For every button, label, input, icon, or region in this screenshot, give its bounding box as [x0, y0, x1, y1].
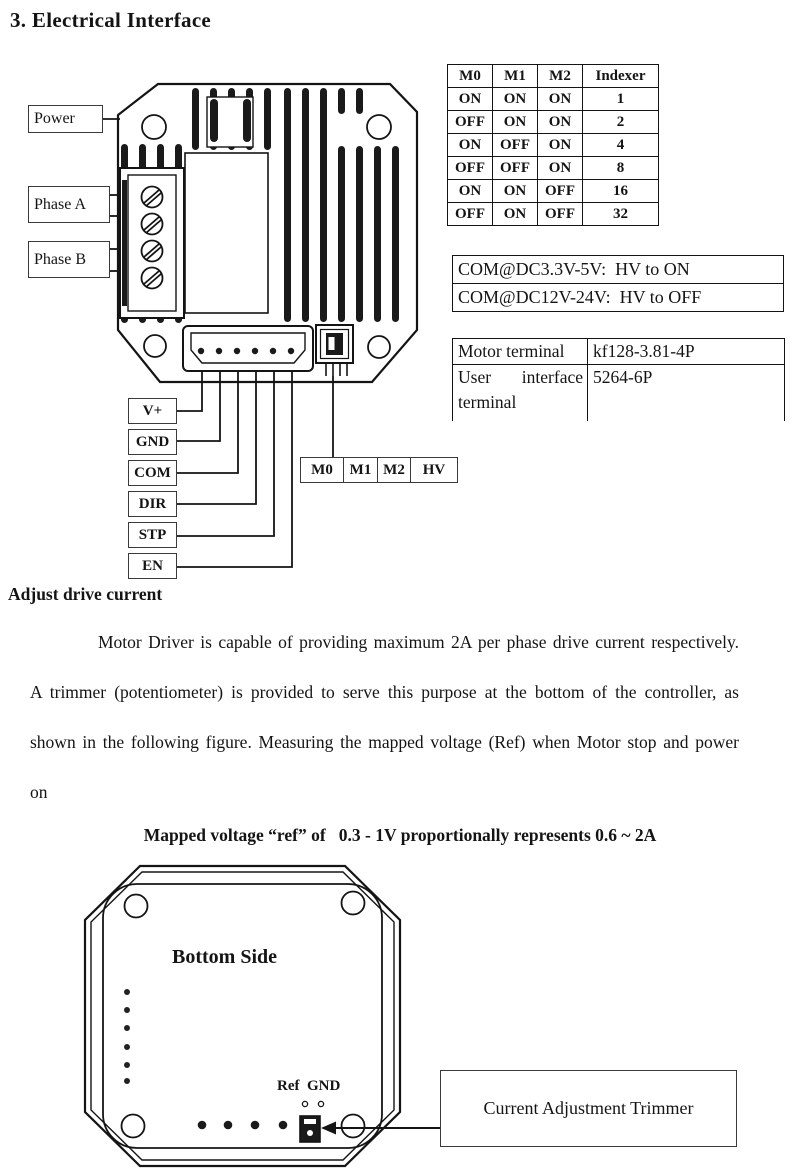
adjust-current-heading: Adjust drive current [8, 584, 163, 604]
indexer-header-m1: M1 [493, 65, 538, 88]
com-row [453, 284, 784, 312]
indexer-row [448, 180, 659, 203]
indexer-row [448, 203, 659, 226]
bottom-side-label: Bottom Side [172, 946, 277, 968]
indexer-table [447, 64, 659, 226]
trimmer-callout-text: Current Adjustment Trimmer [483, 1098, 694, 1118]
pin-label-en: EN [128, 553, 177, 579]
page-title: 3. Electrical Interface [10, 8, 212, 32]
indexer-header-row [448, 65, 659, 88]
com-rule-on: COM@DC3.3V-5V: HV to ON [453, 256, 784, 284]
indexer-cell: ON [493, 111, 538, 134]
terminal-row [453, 365, 785, 421]
indexer-header-m0: M0 [448, 65, 493, 88]
indexer-cell: 1 [583, 88, 659, 111]
terminal-row [453, 339, 785, 365]
driver-bottom-view [85, 866, 440, 1166]
indexer-cell: OFF [448, 111, 493, 134]
terminal-part: kf128-3.81-4P [588, 339, 785, 365]
ref-gnd-label: Ref GND [277, 1078, 341, 1094]
com-rule-off: COM@DC12V-24V: HV to OFF [453, 284, 784, 312]
mode-pin-m2: M2 [378, 458, 411, 483]
indexer-cell: OFF [538, 180, 583, 203]
indexer-cell: OFF [493, 134, 538, 157]
current-trimmer [300, 1116, 320, 1142]
indexer-cell: ON [538, 157, 583, 180]
com-row [453, 256, 784, 284]
phase-a-label-box: Phase A [28, 186, 110, 223]
indexer-row [448, 134, 659, 157]
indexer-cell: ON [448, 180, 493, 203]
mode-pin-strip [300, 457, 458, 483]
phase-b-label-box: Phase B [28, 241, 110, 278]
six-pin-connector [183, 326, 313, 371]
body-paragraph: Motor Driver is capable of providing maximum 2A per phase drive current respectively. A trimmer (potentiometer) is provided to serve this purpose at the bottom of the controller, as shown in the following figure. Measuring the mapped voltage (Ref) when Motor stop and power on [30, 632, 739, 802]
pin-label-stp: STP [128, 522, 177, 548]
pin-label-com: COM [128, 460, 177, 486]
terminal-spec-table [452, 338, 785, 421]
terminal-block [120, 168, 184, 318]
pin-label-dir: DIR [128, 491, 177, 517]
mode-pin-hv: HV [411, 458, 458, 483]
indexer-cell: OFF [448, 157, 493, 180]
indexer-cell: ON [448, 88, 493, 111]
trimmer-callout-box [440, 1070, 737, 1147]
indexer-cell: ON [493, 203, 538, 226]
mode-pin-m1: M1 [344, 458, 378, 483]
indexer-row [448, 157, 659, 180]
indexer-row [448, 88, 659, 111]
indexer-cell: ON [538, 111, 583, 134]
indexer-row [448, 111, 659, 134]
mode-pin-m0: M0 [301, 458, 344, 483]
indexer-cell: 32 [583, 203, 659, 226]
indexer-cell: ON [493, 180, 538, 203]
indexer-header-indexer: Indexer [583, 65, 659, 88]
indexer-cell: ON [493, 88, 538, 111]
indexer-cell: 8 [583, 157, 659, 180]
indexer-cell: OFF [493, 157, 538, 180]
mapped-voltage-line: Mapped voltage “ref” of 0.3 - 1V proportionally represents 0.6 ~ 2A [143, 825, 657, 845]
power-label-box: Power [28, 105, 103, 133]
terminal-part: 5264-6P [588, 365, 785, 421]
pin-label-gnd: GND [128, 429, 177, 455]
indexer-cell: 4 [583, 134, 659, 157]
indexer-cell: 16 [583, 180, 659, 203]
indexer-cell: ON [538, 88, 583, 111]
indexer-cell: ON [538, 134, 583, 157]
indexer-cell: 2 [583, 111, 659, 134]
ic-body [185, 153, 268, 313]
terminal-name: Motor terminal [453, 339, 588, 365]
pin-label-vplus: V+ [128, 398, 177, 424]
terminal-name: User interface terminal [453, 365, 588, 421]
indexer-header-m2: M2 [538, 65, 583, 88]
com-voltage-table [452, 255, 784, 312]
indexer-cell: ON [448, 134, 493, 157]
indexer-cell: OFF [538, 203, 583, 226]
mode-pin-row [301, 458, 458, 483]
indexer-cell: OFF [448, 203, 493, 226]
